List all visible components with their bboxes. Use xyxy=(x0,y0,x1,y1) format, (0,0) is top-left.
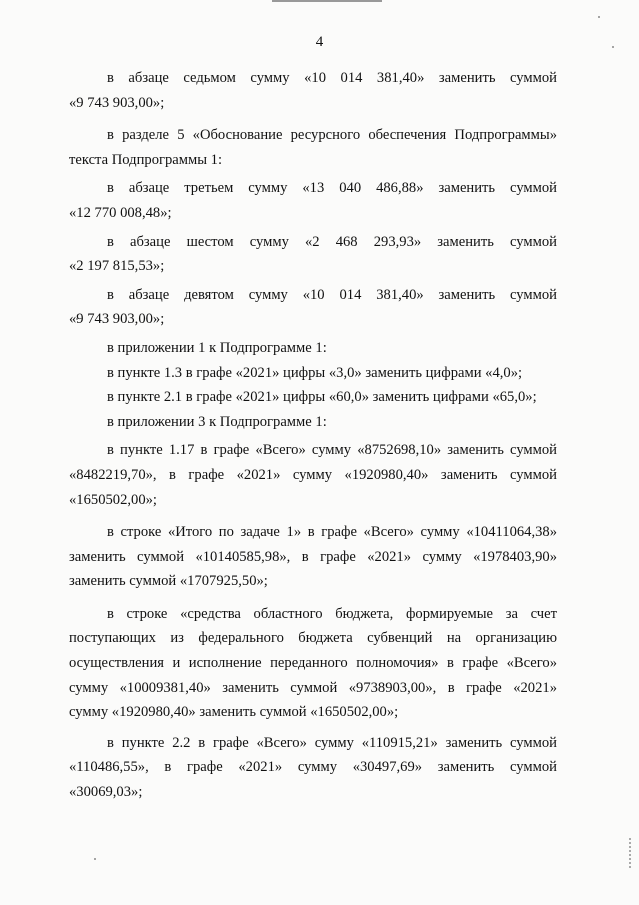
paragraph-line: «110486,55», в графе «2021» сумму «30497,69» заменить суммой xyxy=(69,759,557,776)
paragraph-line: «1650502,00»; xyxy=(69,491,157,508)
paragraph-line: «2 197 815,53»; xyxy=(69,258,165,275)
document-body xyxy=(69,66,557,805)
paragraph-line: в разделе 5 «Обоснование ресурсного обеспечения Подпрограммы» xyxy=(107,127,557,144)
paragraph-line: в абзаце третьем сумму «13 040 486,88» заменить суммой xyxy=(107,180,557,197)
scan-speck xyxy=(94,858,96,860)
paragraph xyxy=(69,230,557,279)
scan-edge-dots xyxy=(629,838,633,868)
paragraph-line: текста Подпрограммы 1: xyxy=(69,151,223,168)
paragraph xyxy=(69,66,557,115)
paragraph-line: «12 770 008,48»; xyxy=(69,204,172,221)
paragraph-line: заменить суммой «10140585,98», в графе «2021» сумму «1978403,90» xyxy=(69,548,557,565)
paragraph-line: заменить суммой «1707925,50»; xyxy=(69,573,268,590)
page-number: 4 xyxy=(315,34,324,50)
paragraph-line: в строке «Итого по задаче 1» в графе «Всего» сумму «10411064,38» xyxy=(107,524,557,541)
paragraph xyxy=(69,731,557,805)
paragraph xyxy=(69,123,557,172)
paragraph-line: «8482219,70», в графе «2021» сумму «1920980,40» заменить суммой xyxy=(69,466,557,483)
paragraph xyxy=(69,410,557,435)
paragraph-line: в пункте 1.17 в графе «Всего» сумму «8752698,10» заменить суммой xyxy=(107,442,557,459)
paragraph-line: сумму «10009381,40» заменить суммой «9738903,00», в графе «2021» xyxy=(69,679,557,696)
paragraph xyxy=(69,283,557,332)
paragraph xyxy=(69,336,557,361)
paragraph xyxy=(69,438,557,512)
paragraph-line: поступающих из федерального бюджета субвенций на организацию xyxy=(69,630,557,647)
scan-speck xyxy=(598,16,600,18)
paragraph-line: в пункте 1.3 в графе «2021» цифры «3,0» заменить цифрами «4,0»; xyxy=(107,364,523,381)
paragraph-line: «30069,03»; xyxy=(69,784,143,801)
paragraph-line: в строке «средства областного бюджета, формируемые за счет xyxy=(107,605,557,622)
paragraph-line: в приложении 3 к Подпрограмме 1: xyxy=(107,413,327,430)
paragraph-line: в абзаце шестом сумму «2 468 293,93» заменить суммой xyxy=(107,233,557,250)
paragraph xyxy=(69,602,557,725)
paragraph-line: в пункте 2.2 в графе «Всего» сумму «110915,21» заменить суммой xyxy=(107,734,557,751)
paragraph xyxy=(69,361,557,386)
paragraph-line: в абзаце девятом сумму «10 014 381,40» заменить суммой xyxy=(107,286,557,303)
paragraph-line: «9 743 903,00»; xyxy=(69,311,165,328)
paragraph-line: в абзаце седьмом сумму «10 014 381,40» заменить суммой xyxy=(107,70,557,86)
paragraph-line: сумму «1920980,40» заменить суммой «1650502,00»; xyxy=(69,704,399,721)
paragraph-line: в пункте 2.1 в графе «2021» цифры «60,0» заменить цифрами «65,0»; xyxy=(107,389,537,406)
paragraph xyxy=(69,520,557,594)
paragraph-line: в приложении 1 к Подпрограмме 1: xyxy=(107,339,327,356)
paragraph xyxy=(69,385,557,410)
paragraph xyxy=(69,176,557,225)
paragraph-line: осуществления и исполнение переданного полномочия» в графе «Всего» xyxy=(69,655,557,672)
paragraph-line: «9 743 903,00»; xyxy=(69,94,165,111)
scan-edge-line xyxy=(272,0,382,2)
